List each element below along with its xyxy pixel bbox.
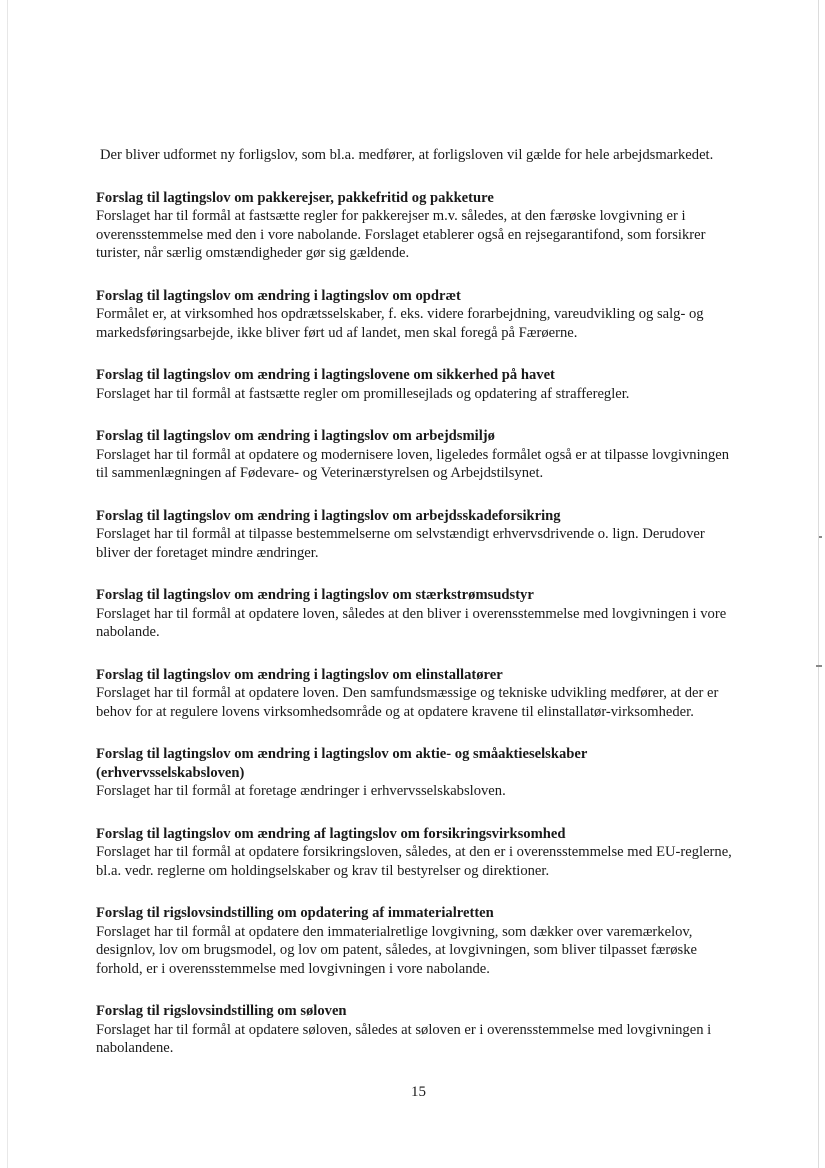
section-body: Forslaget har til formål at opdatere loven. Den samfundsmæssige og tekniske udvikling medfører, at der er behov for at regulere lovens virksomhedsområde og at opdatere kravene til elinstallatør-virksomheder.: [96, 685, 719, 720]
section-heading: Forslag til rigslovsindstilling om søloven: [96, 1003, 347, 1019]
section-heading: Forslag til lagtingslov om ændring i lagtingslov om elinstallatører: [96, 666, 503, 683]
section-body: Forslaget har til formål at opdatere og modernisere loven, ligeledes formålet også er at tilpasse lovgivningen til sammenlægningen af Fødevare- og Veterinærstyrelsen og Arbejdstilsynet.: [96, 446, 730, 481]
section-body: Forslaget har til formål at tilpasse bestemmelserne om selvstændigt erhvervsdrivende o. lign. Derudover bliver der foretaget mindre ændringer.: [96, 526, 705, 561]
section-heading: Forslag til lagtingslov om ændring i lagtingslov om arbejdsmiljø: [96, 428, 495, 444]
section-heading: Forslag til rigslovsindstilling om opdatering af immaterialretten: [96, 905, 494, 921]
section-soloven: [96, 1002, 736, 1058]
section-sikkerhed-paa-havet: [96, 366, 736, 403]
scan-mark: [819, 536, 822, 538]
intro-paragraph: Der bliver udformet ny forligslov, som bl.a. medfører, at forligsloven vil gælde for hele arbejdsmarkedet.: [100, 147, 714, 163]
section-aktieselskaber: [96, 745, 736, 801]
section-elinstallatorer: [96, 666, 736, 722]
scan-edge-right: [818, 0, 819, 1168]
section-heading: Forslag til lagtingslov om ændring i lagtingslov om opdræt: [96, 287, 461, 304]
section-arbejdsskadeforsikring: [96, 507, 736, 563]
section-heading: Forslag til lagtingslov om ændring i lagtingslov om stærkstrømsudstyr: [96, 587, 534, 603]
section-heading: Forslag til lagtingslov om ændring i lagtingslovene om sikkerhed på havet: [96, 367, 555, 383]
section-opdraet: [96, 287, 736, 343]
section-heading: Forslag til lagtingslov om ændring af lagtingslov om forsikringsvirksomhed: [96, 825, 566, 842]
section-body: Forslaget har til formål at fastsætte regler om promillesejlads og opdatering af strafferegler.: [96, 385, 630, 402]
section-body: Forslaget har til formål at opdatere den immaterialretlige lovgivning, som dækker over varemærkelov, designlov, lov om brugsmodel, og lov om patent, således, at lovgivningen, som bliver tilpasset færøske forhold, er i overensstemmelse med lovgivningen i vore nabolande.: [96, 923, 697, 977]
scan-mark: [816, 665, 822, 667]
section-body: Forslaget har til formål at foretage ændringer i erhvervsselskabsloven.: [96, 783, 506, 799]
section-body: Forslaget har til formål at opdatere forsikringsloven, således, at den er i overensstemmelse med EU-reglerne, bl.a. vedr. reglerne om holdingselskaber og krav til bestyrelser og direktioner.: [96, 844, 732, 879]
section-heading: Forslag til lagtingslov om ændring i lagtingslov om aktie- og småaktieselskaber (erhvervsselskabsloven): [96, 746, 588, 781]
section-forsikringsvirksomhed: [96, 825, 736, 881]
section-immaterialretten: [96, 904, 736, 978]
section-staerkstroemsudstyr: [96, 586, 736, 642]
section-pakkerejser: [96, 189, 736, 263]
section-body: Forslaget har til formål at opdatere søloven, således at søloven er i overensstemmelse med lovgivningen i nabolandene.: [96, 1021, 712, 1056]
section-heading: Forslag til lagtingslov om ændring i lagtingslov om arbejdsskadeforsikring: [96, 507, 561, 524]
section-heading: Forslag til lagtingslov om pakkerejser, pakkefritid og pakketure: [96, 189, 494, 206]
document-body: [96, 146, 736, 1082]
section-body: Forslaget har til formål at fastsætte regler for pakkerejser m.v. således, at den færøske lovgivning er i overensstemmelse med den i vore nabolande. Forslaget etablerer også en rejsegarantifond, som forsikrer turister, når særlig omstændigheder gør sig gældende.: [96, 208, 706, 261]
section-body: Forslaget har til formål at opdatere loven, således at den bliver i overensstemmelse med lovgivningen i vore nabolande.: [96, 605, 727, 640]
section-body: Formålet er, at virksomhed hos opdrætsselskaber, f. eks. videre forarbejdning, vareudvikling og salg- og markedsføringsarbejde, ikke bliver ført ud af landet, men skal foregå på Færøerne.: [96, 306, 704, 341]
page-number: 15: [411, 1084, 426, 1100]
section-arbejdsmiljo: [96, 427, 736, 483]
scan-edge-left: [7, 0, 8, 1168]
